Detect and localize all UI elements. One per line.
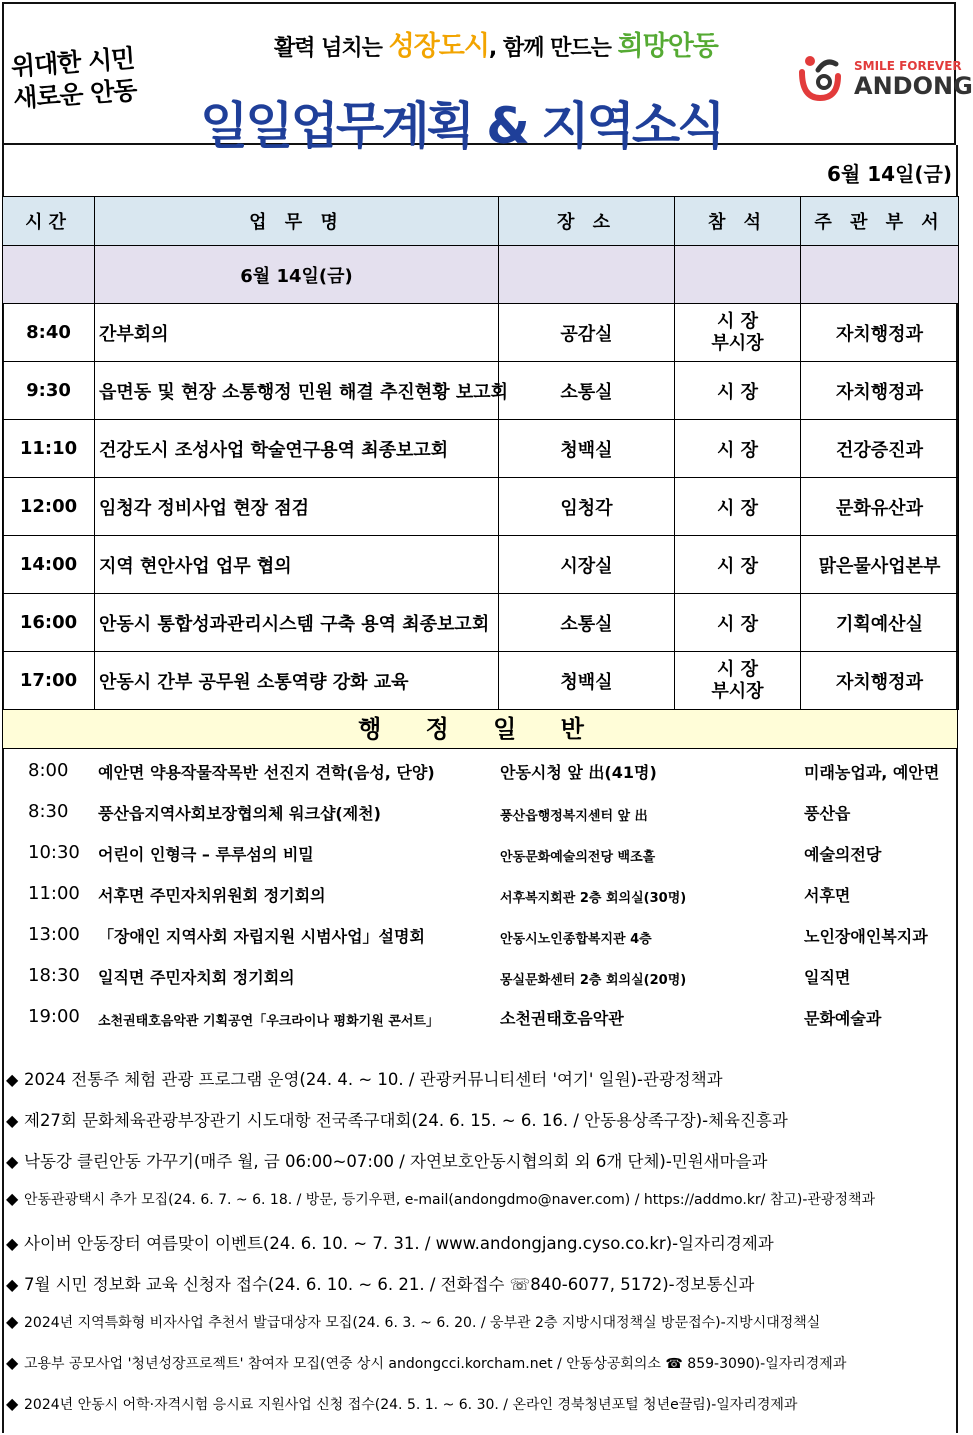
row-attendance <box>675 304 801 362</box>
notice-text: 낙동강 클린안동 가꾸기(매주 월, 금 06:00~07:00 / 자연보호안동시협의회 외 6개 단체)-민원새마을과 <box>24 1152 768 1171</box>
admin-task: 예안면 약용작물작목반 선진지 견학(음성, 단양) <box>98 763 435 782</box>
schedule-date-row <box>3 246 959 304</box>
admin-place: 안동문화예술의전당 백조홀 <box>500 850 656 865</box>
attendee: 시 장 <box>716 658 759 680</box>
row-attendance: 시 장 <box>675 478 801 536</box>
admin-time: 11:00 <box>28 883 80 904</box>
diamond-bullet-icon: ◆ <box>6 1275 19 1294</box>
notice-item <box>6 1271 956 1312</box>
list-item <box>0 752 960 793</box>
notice-item <box>6 1394 956 1435</box>
slogan-part-4: 희망안동 <box>617 31 718 62</box>
admin-time: 18:30 <box>28 965 80 986</box>
admin-time: 10:30 <box>28 842 80 863</box>
schedule-table <box>2 196 959 710</box>
admin-task: 어린이 인형극 – 루루섬의 비밀 <box>98 845 314 864</box>
header-banner <box>2 2 973 155</box>
notice-text: 고용부 공모사업 '청년성장프로젝트' 참여자 모집(연중 상시 andongcci.korcham.net / 안동상공회의소 ☎ 859-3090)-일자리경제과 <box>24 1356 847 1372</box>
admin-place: 서후복지회관 2층 회의실(30명) <box>500 891 687 906</box>
city-slogan-logo: 위대한 시민 새로운 안동 <box>10 43 138 114</box>
table-row <box>3 478 959 536</box>
list-item <box>0 957 960 998</box>
row-task: 안동시 간부 공무원 소통역량 강화 교육 <box>95 652 499 710</box>
diamond-bullet-icon: ◆ <box>6 1070 19 1089</box>
admin-dept: 문화예술과 <box>804 1009 882 1028</box>
row-dept: 자치행정과 <box>801 652 959 710</box>
row-task: 안동시 통합성과관리시스템 구축 용역 최종보고회 <box>95 594 499 652</box>
notice-item <box>6 1066 956 1107</box>
admin-dept: 미래농업과, 예안면 <box>804 763 940 782</box>
list-item <box>0 834 960 875</box>
row-place: 시장실 <box>499 536 675 594</box>
table-row <box>3 304 959 362</box>
schedule-header-row <box>3 197 959 246</box>
admin-time: 13:00 <box>28 924 80 945</box>
slogan-part-2: 성장도시 <box>388 31 489 62</box>
diamond-bullet-icon: ◆ <box>6 1312 19 1331</box>
list-item <box>0 793 960 834</box>
notice-text: 2024 전통주 체험 관광 프로그램 운영(24. 4. ~ 10. / 관광커뮤니티센터 '여기' 일원)-관광정책과 <box>24 1070 723 1089</box>
admin-time: 19:00 <box>28 1006 80 1027</box>
admin-task: 풍산읍지역사회보장협의체 워크샵(제천) <box>98 804 381 823</box>
row-time: 14:00 <box>3 536 95 594</box>
notice-text: 2024년 지역특화형 비자사업 추천서 발급대상자 모집(24. 6. 3. ~ 6. 20. / 웅부관 2층 지방시대정책실 방문접수)-지방시대정책실 <box>24 1315 821 1331</box>
col-header-place: 장 소 <box>499 197 675 246</box>
row-attendance <box>675 652 801 710</box>
page-title: 일일업무계획 & 지역소식 <box>200 97 723 155</box>
andong-brand-logo <box>796 50 973 110</box>
row-place: 공감실 <box>499 304 675 362</box>
row-dept: 건강증진과 <box>801 420 959 478</box>
diamond-bullet-icon: ◆ <box>6 1234 19 1253</box>
row-task: 건강도시 조성사업 학술연구용역 최종보고회 <box>95 420 499 478</box>
admin-dept: 서후면 <box>804 886 851 905</box>
notice-item <box>6 1189 956 1230</box>
slogan-part-3: , 함께 만드는 <box>488 36 618 61</box>
row-dept: 자치행정과 <box>801 304 959 362</box>
list-item <box>0 998 960 1039</box>
admin-dept: 풍산읍 <box>804 804 851 823</box>
diamond-bullet-icon: ◆ <box>6 1394 19 1413</box>
notice-text: 2024년 안동시 어학·자격시험 응시료 지원사업 신청 접수(24. 5. 1. ~ 6. 30. / 온라인 경북청년포털 청년e끌림)-일자리경제과 <box>24 1397 798 1413</box>
attendee: 시 장 <box>716 310 759 332</box>
slogan-part-1: 활력 넘치는 <box>274 36 389 61</box>
notice-text: 7월 시민 정보화 교육 신청자 접수(24. 6. 10. ~ 6. 21. / 전화접수 ☏840-6077, 5172)-정보통신과 <box>24 1275 755 1294</box>
row-attendance: 시 장 <box>675 420 801 478</box>
schedule-rows <box>3 304 959 710</box>
row-task: 간부회의 <box>95 304 499 362</box>
row-dept: 자치행정과 <box>801 362 959 420</box>
row-task: 임청각 정비사업 현장 점검 <box>95 478 499 536</box>
row-time: 16:00 <box>3 594 95 652</box>
table-row <box>3 536 959 594</box>
admin-place: 안동시노인종합복지관 4층 <box>500 932 652 947</box>
brand-tagline: SMILE FOREVER <box>854 59 962 73</box>
notice-list <box>6 1066 956 1435</box>
notice-item <box>6 1148 956 1189</box>
table-row <box>3 594 959 652</box>
row-dept: 기획예산실 <box>801 594 959 652</box>
notice-text: 제27회 문화체육관광부장관기 시도대항 전국족구대회(24. 6. 15. ~ 6. 16. / 안동용상족구장)-체육진흥과 <box>24 1111 788 1130</box>
table-row <box>3 420 959 478</box>
notice-item <box>6 1230 956 1271</box>
row-place: 소통실 <box>499 362 675 420</box>
row-place: 소통실 <box>499 594 675 652</box>
col-header-time: 시간 <box>3 197 95 246</box>
notice-item <box>6 1107 956 1148</box>
row-time: 11:10 <box>3 420 95 478</box>
row-attendance: 시 장 <box>675 536 801 594</box>
schedule-date: 6월 14일(금) <box>95 246 499 304</box>
notice-item <box>6 1312 956 1353</box>
smile-andong-icon <box>796 52 844 104</box>
row-dept: 문화유산과 <box>801 478 959 536</box>
admin-task: 일직면 주민자치회 정기회의 <box>98 968 295 987</box>
col-header-dept: 주 관 부 서 <box>801 197 959 246</box>
admin-dept: 일직면 <box>804 968 851 987</box>
admin-task: 서후면 주민자치위원회 정기회의 <box>98 886 326 905</box>
row-task: 지역 현안사업 업무 협의 <box>95 536 499 594</box>
admin-place: 풍산읍행정복지센터 앞 出 <box>500 809 648 824</box>
list-item <box>0 875 960 916</box>
admin-time: 8:00 <box>28 760 69 781</box>
notice-text: 사이버 안동장터 여름맞이 이벤트(24. 6. 10. ~ 7. 31. / www.andongjang.cyso.co.kr)-일자리경제과 <box>24 1234 774 1253</box>
brand-name: ANDONG <box>854 72 973 100</box>
report-date: 6월 14일(금) <box>827 162 952 186</box>
diamond-bullet-icon: ◆ <box>6 1111 19 1130</box>
admin-task: 「장애인 지역사회 자립지원 시범사업」설명회 <box>98 927 425 946</box>
attendee: 부시장 <box>711 332 764 354</box>
attendee: 부시장 <box>711 680 764 702</box>
admin-place: 소천권태호음악관 <box>500 1009 624 1028</box>
row-place: 임청각 <box>499 478 675 536</box>
table-row <box>3 652 959 710</box>
col-header-attendance: 참 석 <box>675 197 801 246</box>
row-place: 청백실 <box>499 652 675 710</box>
admin-dept: 노인장애인복지과 <box>804 927 928 946</box>
list-item <box>0 916 960 957</box>
admin-list <box>0 752 960 1039</box>
admin-place: 안동시청 앞 出(41명) <box>500 763 657 782</box>
slogan <box>274 24 718 63</box>
row-time: 17:00 <box>3 652 95 710</box>
notice-text: 안동관광택시 추가 모집(24. 6. 7. ~ 6. 18. / 방문, 등기우편, e-mail(andongdmo@naver.com) / https://addmo.kr/ 참고)-관광정책과 <box>24 1192 876 1208</box>
admin-time: 8:30 <box>28 801 69 822</box>
row-time: 8:40 <box>3 304 95 362</box>
notice-item <box>6 1353 956 1394</box>
row-attendance: 시 장 <box>675 362 801 420</box>
admin-place: 몽실문화센터 2층 회의실(20명) <box>500 973 687 988</box>
row-time: 9:30 <box>3 362 95 420</box>
admin-dept: 예술의전당 <box>804 845 882 864</box>
table-row <box>3 362 959 420</box>
row-attendance: 시 장 <box>675 594 801 652</box>
diamond-bullet-icon: ◆ <box>6 1189 19 1208</box>
row-place: 청백실 <box>499 420 675 478</box>
row-dept: 맑은물사업본부 <box>801 536 959 594</box>
admin-section-title: 행 정 일 반 <box>2 709 958 749</box>
row-task: 읍면동 및 현장 소통행정 민원 해결 추진현황 보고회 <box>95 362 499 420</box>
diamond-bullet-icon: ◆ <box>6 1353 19 1372</box>
admin-task: 소천권태호음악관 기획공연「우크라이나 평화기원 콘서트」 <box>98 1014 439 1029</box>
row-time: 12:00 <box>3 478 95 536</box>
col-header-task: 업 무 명 <box>95 197 499 246</box>
diamond-bullet-icon: ◆ <box>6 1152 19 1171</box>
